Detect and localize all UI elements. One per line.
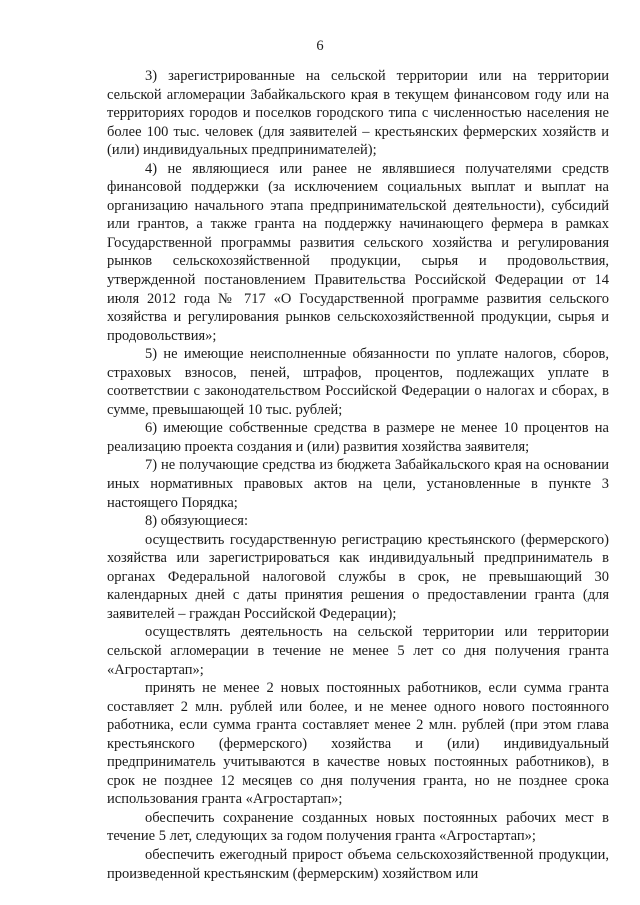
paragraph-item-8: 8) обязующиеся: — [145, 513, 249, 530]
paragraph-item-7: 7) не получающие средства из бюджета Забайкальского края на основании иных нормативных правовых актов на цели, установленные в пункте 3 настоящего Порядка; — [107, 457, 609, 511]
paragraph-item-6: 6) имеющие собственные средства в размере не менее 10 процентов на реализацию проекта создания и (или) развития хозяйства заявителя; — [107, 420, 609, 455]
obligation-hiring: принять не менее 2 новых постоянных работников, если сумма гранта составляет 2 млн. рублей или более, и не менее одного нового постоянного работника, если сумма гранта составляет менее 2 млн. рублей (при этом глава крестьянского (фермерского) хозяйства и (или) индивидуальный предприниматель учитываются в качестве новых постоянных работников), в срок не позднее 12 месяцев со дня получения гранта, но не позднее срока использования гранта «Агростартап»; — [107, 680, 609, 808]
obligation-production-growth: обеспечить ежегодный прирост объема сельскохозяйственной продукции, произведенной крестьянским (фермерским) хозяйством или — [107, 846, 609, 882]
obligation-activity: осуществлять деятельность на сельской территории или территории сельской агломерации в течение не менее 5 лет со дня получения гранта «Агростартап»; — [107, 624, 609, 678]
paragraph-item-4: 4) не являющиеся или ранее не являвшиеся получателями средств финансовой поддержки (за исключением социальных выплат и выплат на организацию начального этапа предпринимательской деятельности), субсидий или грантов, а также гранта на поддержку начинающего фермера в рамках Государственной программы развития сельского хозяйства и регулирования рынков сельскохозяйственной продукции, сырья и продовольствия, утвержденной постановлением Правительства Российской Федерации от 14 июля 2012 года № 717 «О Государственной программе развития сельского хозяйства и регулирования рынков сельскохозяйственной продукции, сырья и продовольствия»; — [107, 160, 609, 344]
paragraph-item-5: 5) не имеющие неисполненные обязанности по уплате налогов, сборов, страховых взносов, пеней, штрафов, процентов, подлежащих уплате в соответствии с законодательством Российской Федерации о налогах и сборах, в сумме, превышающей 10 тыс. рублей; — [107, 346, 609, 418]
paragraph-item-3: 3) зарегистрированные на сельской территории или на территории сельской агломерации Забайкальского края в текущем финансовом году или на территориях городов и поселков городского типа с численностью населения не более 100 тыс. человек (для заявителей – крестьянских фермерских хозяйств и (или) индивидуальных предпринимателей); — [107, 68, 609, 159]
obligation-job-retention: обеспечить сохранение созданных новых постоянных рабочих мест в течение 5 лет, следующих за годом получения гранта «Агростартап»; — [107, 809, 609, 845]
document-body — [107, 67, 609, 883]
page-number: 6 — [316, 38, 324, 54]
obligation-registration: осуществить государственную регистрацию крестьянского (фермерского) хозяйства или зарегистрироваться как индивидуальный предприниматель в органах Федеральной налоговой службы в срок, не превышающий 30 календарных дней с даты принятия решения о предоставлении гранта (для заявителей – граждан Российской Федерации); — [107, 531, 609, 622]
